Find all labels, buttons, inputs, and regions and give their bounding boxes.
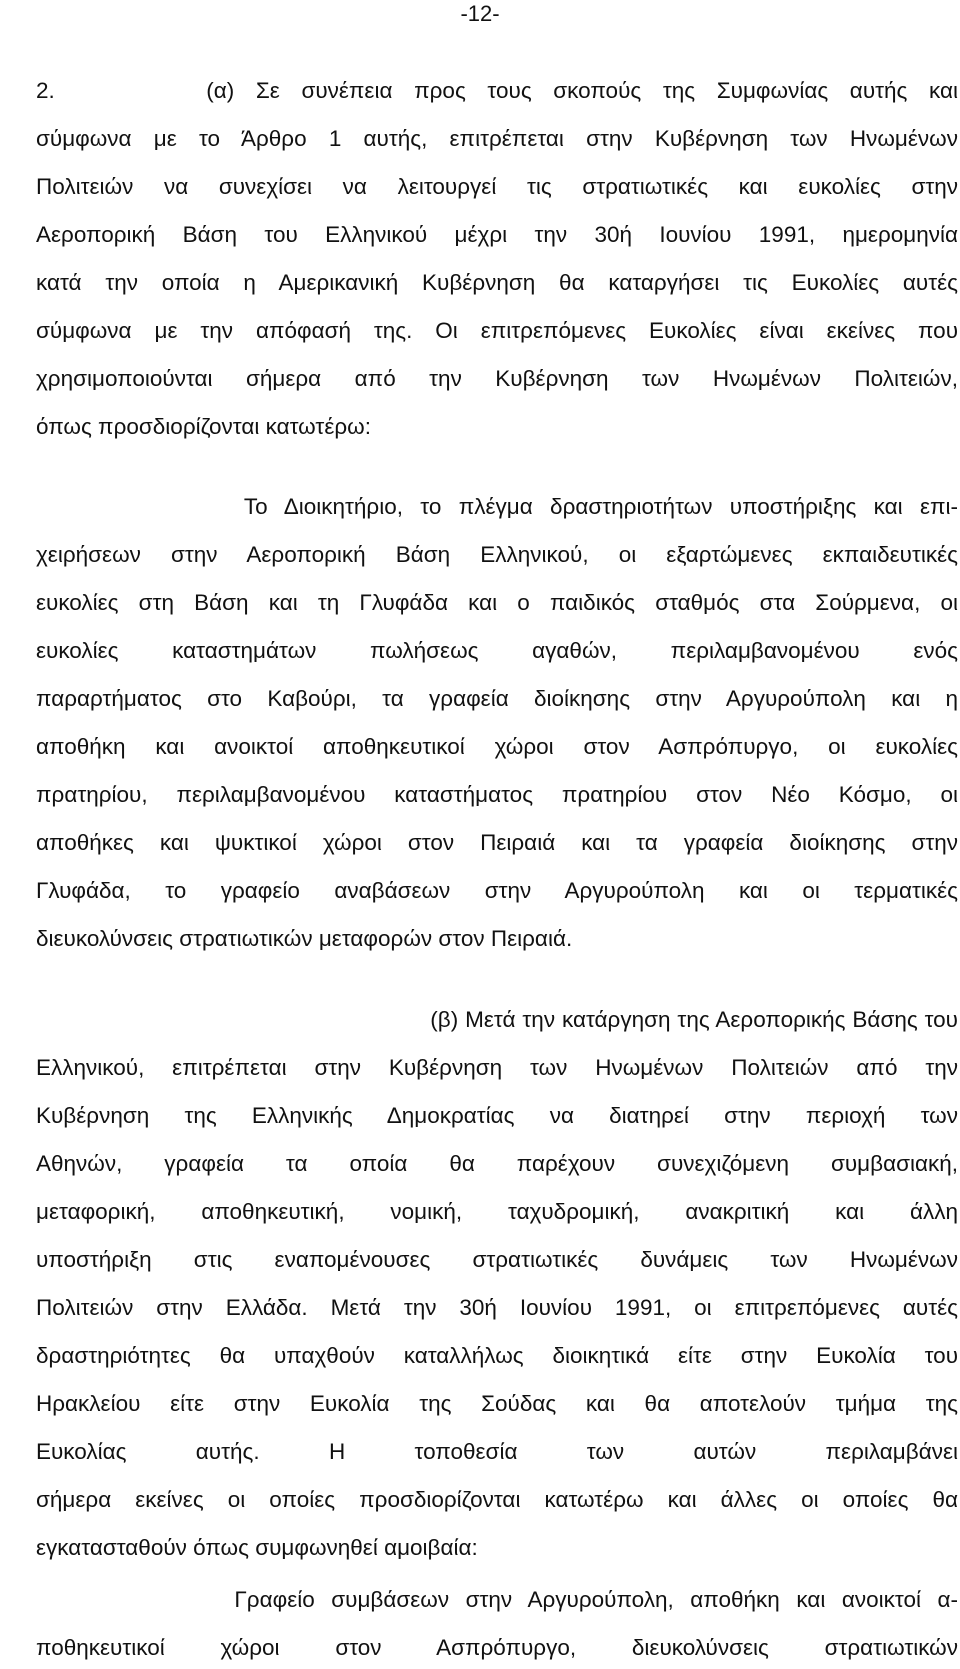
text-line: Ευκολίας αυτής. Η τοποθεσία των αυτών περιλαμβάνει — [36, 1439, 958, 1464]
text-line: κατά την οποία η Αμερικανική Κυβέρνηση θα καταργήσει τις Ευκολίες αυτές — [36, 270, 958, 295]
text-line: ποθηκευτικοί χώροι στον Ασπρόπυργο, διευκολύνσεις στρατιωτικών — [36, 1635, 958, 1660]
text-line: αποθήκη και ανοικτοί αποθηκευτικοί χώροι στον Ασπρόπυργο, οι ευκολίες — [36, 734, 958, 759]
text-line: παραρτήματος στο Καβούρι, τα γραφεία διοίκησης στην Αργυρούπολη και η — [36, 686, 958, 711]
text-line: Πολιτειών να συνεχίσει να λειτουργεί τις στρατιωτικές και ευκολίες στην — [36, 174, 958, 199]
text-line: σύμφωνα με την απόφασή της. Οι επιτρεπόμενες Ευκολίες είναι εκείνες που — [36, 318, 958, 343]
text-line: Κυβέρνηση της Ελληνικής Δημοκρατίας να διατηρεί στην περιοχή των — [36, 1103, 958, 1128]
text-line: (β) Μετά την κατάργηση της Αεροπορικής Βάσης του — [36, 1007, 958, 1032]
text-line: όπως προσδιορίζονται κατωτέρω: — [36, 414, 371, 439]
text-line: Ηρακλείου είτε στην Ευκολία της Σούδας και θα αποτελούν τμήμα της — [36, 1391, 958, 1416]
text-line: σύμφωνα με το Άρθρο 1 αυτής, επιτρέπεται στην Κυβέρνηση των Ηνωμένων — [36, 126, 958, 151]
text-line: εγκατασταθούν όπως συμφωνηθεί αμοιβαία: — [36, 1535, 478, 1560]
text-line: πρατηρίου, περιλαμβανομένου καταστήματος πρατηρίου στον Νέο Κόσμο, οι — [36, 782, 958, 807]
text-line: Ελληνικού, επιτρέπεται στην Κυβέρνηση των Ηνωμένων Πολιτειών από την — [36, 1055, 958, 1080]
text-line: διευκολύνσεις στρατιωτικών μεταφορών στον Πειραιά. — [36, 926, 573, 951]
text-line: υποστήριξη στις εναπομένουσες στρατιωτικές δυνάμεις των Ηνωμένων — [36, 1247, 958, 1272]
text-line: Αεροπορική Βάση του Ελληνικού μέχρι την 30ή Ιουνίου 1991, ημερομηνία — [36, 222, 958, 247]
text-line: 2. (α) Σε συνέπεια προς τους σκοπούς της Συμφωνίας αυτής και — [36, 78, 958, 103]
page-number: -12- — [460, 1, 500, 26]
text-line: Αθηνών, γραφεία τα οποία θα παρέχουν συνεχιζόμενη συμβασιακή, — [36, 1151, 958, 1176]
text-line: Το Διοικητήριο, το πλέγμα δραστηριοτήτων υποστήριξης και επι- — [36, 494, 958, 519]
text-line: Γλυφάδα, το γραφείο αναβάσεων στην Αργυρούπολη και οι τερματικές — [36, 878, 958, 903]
text-line: ευκολίες στη Βάση και τη Γλυφάδα και ο παιδικός σταθμός στα Σούρμενα, οι — [36, 590, 958, 615]
text-line: μεταφορική, αποθηκευτική, νομική, ταχυδρομική, ανακριτική και άλλη — [36, 1199, 958, 1224]
text-line: Γραφείο συμβάσεων στην Αργυρούπολη, αποθήκη και ανοικτοί α- — [36, 1587, 958, 1612]
text-line: σήμερα εκείνες οι οποίες προσδιορίζονται κατωτέρω και άλλες οι οποίες θα — [36, 1487, 958, 1512]
text-line: ευκολίες καταστημάτων πωλήσεως αγαθών, περιλαμβανομένου ενός — [36, 638, 958, 663]
text-line: δραστηριότητες θα υπαχθούν καταλλήλως διοικητικά είτε στην Ευκολία του — [36, 1343, 958, 1368]
text-line: Πολιτειών στην Ελλάδα. Μετά την 30ή Ιουνίου 1991, οι επιτρεπόμενες αυτές — [36, 1295, 958, 1320]
text-line: χρησιμοποιούνται σήμερα από την Κυβέρνηση των Ηνωμένων Πολιτειών, — [36, 366, 958, 391]
text-line: χειρήσεων στην Αεροπορική Βάση Ελληνικού, οι εξαρτώμενες εκπαιδευτικές — [36, 542, 958, 567]
text-line: αποθήκες και ψυκτικοί χώροι στον Πειραιά και τα γραφεία διοίκησης στην — [36, 830, 958, 855]
